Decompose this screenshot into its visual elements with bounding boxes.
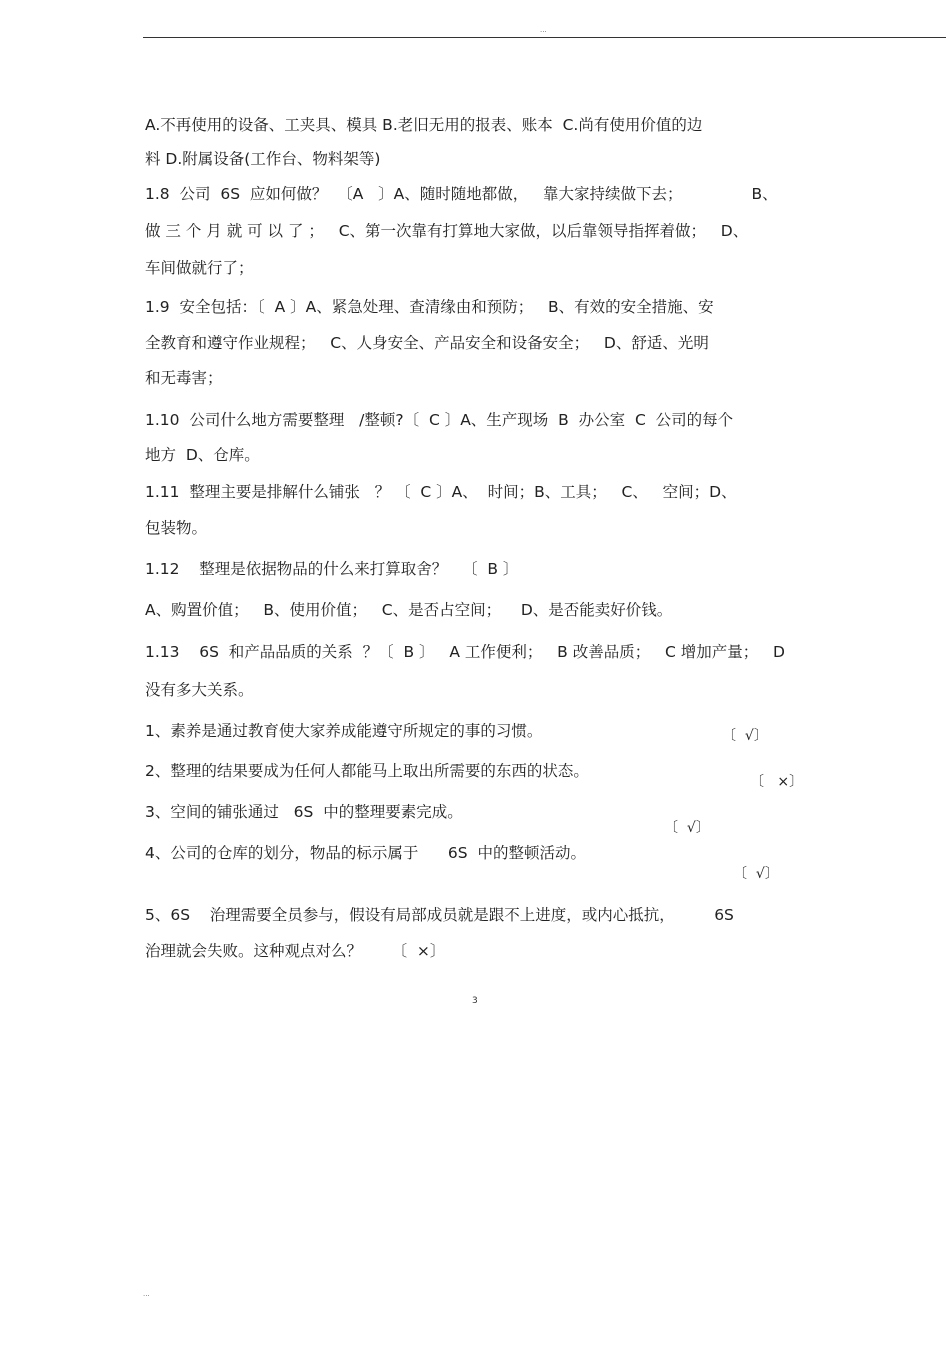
header-rule bbox=[143, 37, 946, 38]
q1-11-line2: 包装物。 bbox=[145, 519, 208, 537]
q1-11-line1: 1.11 整理主要是排解什么铺张 ？ 〔 C 〕A、 时间；B、工具； C、 空间；D、 bbox=[145, 483, 737, 501]
judgment-4-mark: 〔 √〕 bbox=[733, 866, 779, 882]
judgment-2-text: 2、整理的结果要成为任何人都能马上取出所需要的东西的状态。 bbox=[145, 762, 589, 780]
header-dots: ... bbox=[540, 26, 547, 34]
q1-12-line2: A、购置价值； B、使用价值； C、是否占空间； D、是否能卖好价钱。 bbox=[145, 601, 673, 619]
q1-13-line1: 1.13 6S 和产品品质的关系 ？〔 B 〕 A 工作便利； B 改善品质； C 增加产量； D bbox=[145, 643, 785, 661]
q1-9-line1: 1.9 安全包括：〔 A 〕A、紧急处理、查清缘由和预防； B、有效的安全措施、安 bbox=[145, 298, 714, 316]
q1-8-line3: 车间做就行了； bbox=[145, 259, 254, 277]
judgment-3-text: 3、空间的铺张通过 6S 中的整理要素完成。 bbox=[145, 803, 463, 821]
judgment-4-text: 4、公司的仓库的划分，物品的标示属于 6S 中的整顿活动。 bbox=[145, 844, 586, 862]
q1-10-line1: 1.10 公司什么地方需要整理 /整顿?〔 C 〕A、生产现场 B 办公室 C 公司的每个 bbox=[145, 411, 734, 429]
q1-9-line3: 和无毒害； bbox=[145, 369, 223, 387]
q1-13-line2: 没有多大关系。 bbox=[145, 681, 254, 699]
q1-12-line1: 1.12 整理是依据物品的什么来打算取舍？ 〔 B 〕 bbox=[145, 560, 519, 578]
judgment-2-mark: 〔 ×〕 bbox=[750, 774, 804, 790]
page-number: 3 bbox=[472, 996, 478, 1006]
q1-7-options-line1: A.不再使用的设备、工夹具、模具 B.老旧无用的报表、账本 C.尚有使用价值的边 bbox=[145, 116, 703, 134]
q1-8-line2: 做 三 个 月 就 可 以 了 ； C、第一次靠有打算地大家做，以后靠领导指挥着做； D、 bbox=[145, 222, 749, 240]
judgment-3-mark: 〔 √〕 bbox=[664, 820, 710, 836]
judgment-5-line1: 5、6S 治理需要全员参与，假设有局部成员就是跟不上进度，或内心抵抗， 6S bbox=[145, 906, 734, 924]
q1-10-line2: 地方 D、仓库。 bbox=[145, 446, 260, 464]
footer-dots: ... bbox=[143, 1290, 150, 1298]
q1-9-line2: 全教育和遵守作业规程； C、人身安全、产品安全和设备安全； D、舒适、光明 bbox=[145, 334, 709, 352]
judgment-1-text: 1、素养是通过教育使大家养成能遵守所规定的事的习惯。 bbox=[145, 722, 543, 740]
q1-8-line1: 1.8 公司 6S 应如何做？ 〔A 〕A、随时随地都做， 靠大家持续做下去； B、 bbox=[145, 185, 778, 203]
judgment-1-mark: 〔 √〕 bbox=[722, 728, 768, 744]
q1-7-options-line2: 料 D.附属设备(工作台、物料架等) bbox=[145, 150, 381, 168]
judgment-5-line2: 治理就会失败。这种观点对么？ 〔 ×〕 bbox=[145, 942, 446, 960]
